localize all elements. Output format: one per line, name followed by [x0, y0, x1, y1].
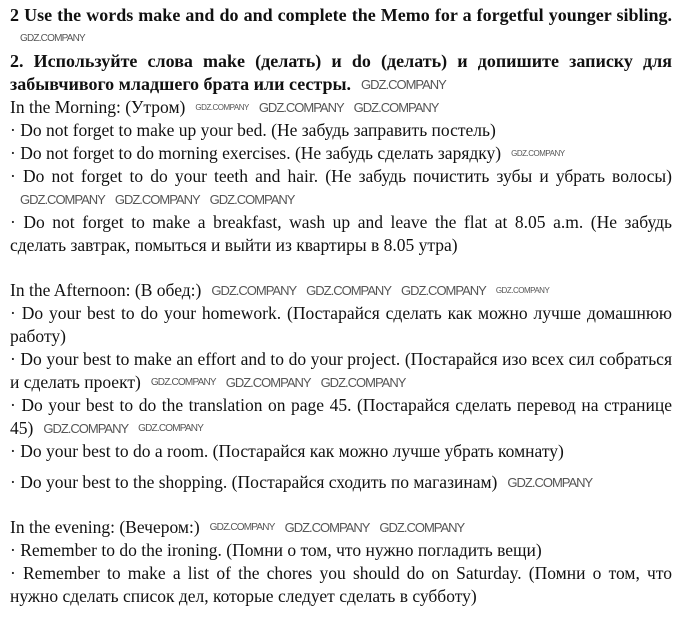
morning-heading-text: In the Morning: (Утром) [10, 97, 186, 117]
list-item [10, 142, 672, 165]
list-item-text: · Do not forget to do your teeth and hair. (Не забудь почистить зубы и убрать волосы) [10, 166, 672, 186]
task-title-ru-text: 2. Используйте слова make (делать) и do (делать) и допишите записку для забывчивого младшего брата или сестры. [10, 51, 672, 94]
watermark: GDZ.COMPANY [195, 103, 249, 112]
watermark: GDZ.COMPANY [209, 192, 295, 207]
watermark: GDZ.COMPANY [225, 375, 311, 390]
watermark: GDZ.COMPANY [114, 192, 200, 207]
list-item-text: · Do your best to do the translation on page 45. (Постарайся сделать перевод на странице 45) [10, 395, 672, 438]
task-title-ru [10, 50, 672, 96]
watermark: GDZ.COMPANY [306, 283, 391, 298]
watermark: GDZ.COMPANY [495, 286, 550, 295]
list-item [10, 302, 672, 348]
watermark: GDZ.COMPANY [43, 421, 129, 436]
list-item-text: · Do your best to do your homework. (Постарайся сделать как можно лучше домашнюю работу) [10, 303, 672, 346]
watermark: GDZ.COMPANY [320, 375, 406, 390]
afternoon-heading [10, 279, 672, 302]
watermark: GDZ.COMPANY [20, 33, 85, 44]
watermark: GDZ.COMPANY [401, 283, 486, 298]
list-item-text: · Remember to make a list of the chores you should do on Saturday. (Помни о том, что нужно сделать список дел, которые следует сделать в субботу) [10, 563, 672, 606]
morning-heading [10, 96, 672, 119]
watermark: GDZ.COMPANY [507, 475, 593, 490]
list-item-text: · Do not forget to make a breakfast, wash up and leave the flat at 8.05 a.m. (Не забудь сделать завтрак, помыться и выйти из квартиры в 8.05 утра) [10, 212, 672, 255]
watermark: GDZ.COMPANY [258, 100, 344, 115]
watermark: GDZ.COMPANY [511, 149, 565, 158]
list-item [10, 394, 672, 440]
list-item [10, 440, 672, 463]
watermark: GDZ.COMPANY [20, 192, 105, 207]
watermark: GDZ.COMPANY [353, 100, 439, 115]
watermark: GDZ.COMPANY [150, 377, 216, 388]
list-item [10, 539, 672, 562]
evening-heading [10, 516, 672, 539]
watermark: GDZ.COMPANY [138, 423, 204, 434]
list-item-text: · Do not forget to do morning exercises. (Не забудь сделать зарядку) [10, 143, 502, 163]
list-item-text: · Do your best to make an effort and to do your project. (Постарайся изо всех сил собраться и сделать проект) [10, 349, 672, 392]
list-item-text: · Do your best to the shopping. (Постарайся сходить по магазинам) [10, 472, 498, 492]
list-item [10, 165, 672, 211]
watermark: GDZ.COMPANY [209, 522, 275, 533]
watermark: GDZ.COMPANY [284, 520, 370, 535]
watermark: GDZ.COMPANY [379, 520, 465, 535]
list-item [10, 562, 672, 608]
evening-heading-text: In the evening: (Вечером:) [10, 517, 200, 537]
watermark: GDZ.COMPANY [211, 283, 297, 298]
list-item-text: · Remember to do the ironing. (Помни о том, что нужно погладить вещи) [10, 540, 542, 560]
list-item [10, 211, 672, 257]
task-title-en [10, 4, 672, 50]
list-item [10, 119, 672, 142]
afternoon-heading-text: In the Afternoon: (В обед:) [10, 280, 202, 300]
list-item-text: · Do not forget to make up your bed. (Не забудь заправить постель) [10, 120, 496, 140]
list-item-text: · Do your best to do a room. (Постарайся как можно лучше убрать комнату) [10, 441, 564, 461]
list-item [10, 348, 672, 394]
task-title-en-text: 2 Use the words make and do and complete the Memo for a forgetful younger sibling. [10, 5, 672, 25]
list-item [10, 471, 672, 494]
watermark: GDZ.COMPANY [361, 77, 446, 92]
